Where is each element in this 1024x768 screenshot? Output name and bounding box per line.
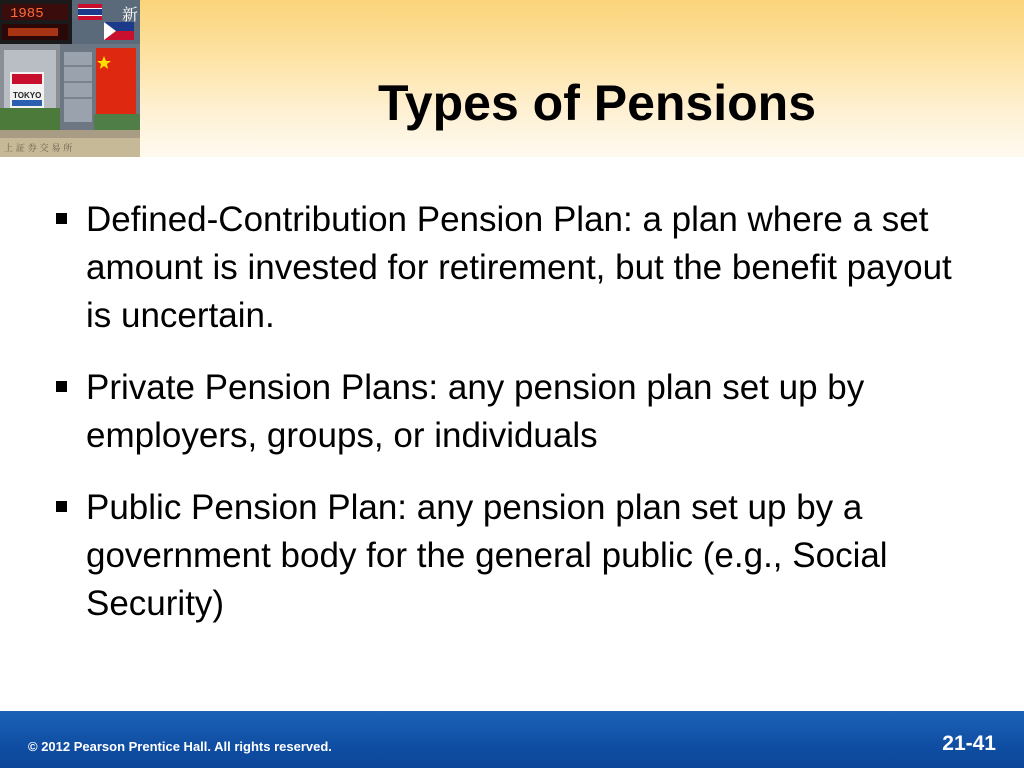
header-photo-collage xyxy=(0,0,140,157)
slide-number: 21-41 xyxy=(942,732,996,755)
ticker-text: 1985 xyxy=(10,6,44,22)
bullet-item xyxy=(0,196,1024,340)
bullet-text: Defined-Contribution Pension Plan: a plan where a set amount is invested for retirement, but the benefit payout is uncertain. xyxy=(86,200,952,335)
slide-footer xyxy=(0,711,1024,768)
bullet-text: Private Pension Plans: any pension plan set up by employers, groups, or individuals xyxy=(86,368,865,455)
square-bullet-icon xyxy=(56,501,67,512)
bullet-text: Public Pension Plan: any pension plan set up by a government body for the general public (e.g., Social Security) xyxy=(86,488,888,623)
bullet-item xyxy=(0,484,1024,628)
bullet-item xyxy=(0,364,1024,460)
svg-text:上 証 券 交 易 所: 上 証 券 交 易 所 xyxy=(4,144,73,154)
square-bullet-icon xyxy=(56,381,67,392)
svg-text:新: 新 xyxy=(122,5,139,24)
slide-header xyxy=(0,0,1024,157)
copyright-notice: © 2012 Pearson Prentice Hall. All rights reserved. xyxy=(28,739,332,754)
square-bullet-icon xyxy=(56,213,67,224)
slide-title: Types of Pensions xyxy=(377,75,817,131)
tokyo-sign-text: TOKYO xyxy=(13,91,42,100)
bullet-list xyxy=(0,196,1024,652)
